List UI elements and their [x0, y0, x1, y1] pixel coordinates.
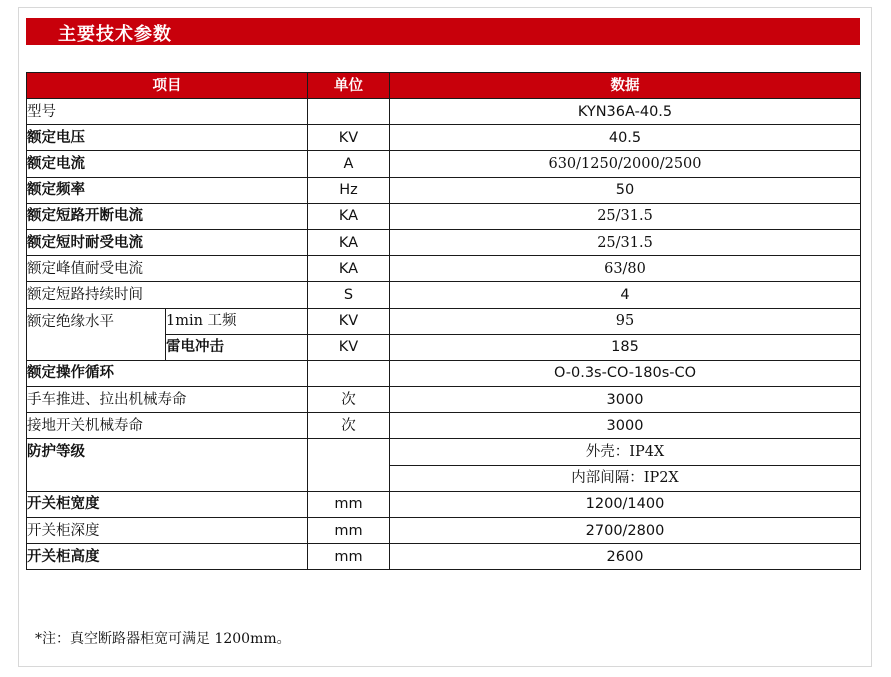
section-title-bar: [26, 18, 860, 45]
row-value: 63/80: [390, 256, 861, 282]
row-value: 95: [390, 308, 861, 334]
row-name: 额定绝缘水平: [27, 308, 166, 360]
row-name: 开关柜深度: [27, 518, 308, 544]
row-value: 2700/2800: [390, 518, 861, 544]
row-value: 630/1250/2000/2500: [390, 151, 861, 177]
row-unit: A: [308, 151, 390, 177]
row-value: 内部间隔：IP2X: [390, 465, 861, 491]
row-name: 额定频率: [27, 177, 308, 203]
row-subname: 1min 工频: [166, 308, 308, 334]
table-row: [27, 151, 861, 177]
row-subname: 雷电冲击: [166, 334, 308, 360]
header-item: 项目: [27, 73, 308, 99]
table-row: [27, 282, 861, 308]
table-header-row: [27, 73, 861, 99]
row-name: 开关柜高度: [27, 544, 308, 570]
table-row: [27, 439, 861, 465]
row-unit: KA: [308, 203, 390, 229]
table-row: [27, 177, 861, 203]
row-value: 3000: [390, 387, 861, 413]
row-name: 额定短路持续时间: [27, 282, 308, 308]
table-row: [27, 491, 861, 517]
table-row: [27, 308, 861, 334]
row-value: 1200/1400: [390, 491, 861, 517]
row-unit: S: [308, 282, 390, 308]
row-unit: Hz: [308, 177, 390, 203]
row-unit: 次: [308, 413, 390, 439]
row-value: 40.5: [390, 125, 861, 151]
spec-table: [26, 72, 861, 570]
row-unit: mm: [308, 491, 390, 517]
row-name: 额定操作循环: [27, 360, 308, 386]
row-unit: [308, 360, 390, 386]
row-value: O-0.3s-CO-180s-CO: [390, 360, 861, 386]
table-row: [27, 413, 861, 439]
footnote: *注：真空断路器柜宽可满足 1200mm。: [35, 631, 291, 647]
row-unit: mm: [308, 518, 390, 544]
table-row: [27, 229, 861, 255]
table-row: [27, 203, 861, 229]
table-row: [27, 544, 861, 570]
table-row: [27, 387, 861, 413]
row-unit: KV: [308, 125, 390, 151]
row-name: 手车推进、拉出机械寿命: [27, 387, 308, 413]
table-row: [27, 360, 861, 386]
row-name: 额定电压: [27, 125, 308, 151]
row-value: 外壳：IP4X: [390, 439, 861, 465]
row-unit: [308, 99, 390, 125]
row-name: 额定短时耐受电流: [27, 229, 308, 255]
table-row: [27, 256, 861, 282]
row-value: KYN36A-40.5: [390, 99, 861, 125]
row-unit: KA: [308, 256, 390, 282]
row-unit: KV: [308, 334, 390, 360]
row-name: 额定短路开断电流: [27, 203, 308, 229]
row-unit: [308, 439, 390, 491]
row-value: 25/31.5: [390, 203, 861, 229]
row-unit: KV: [308, 308, 390, 334]
header-data: 数据: [390, 73, 861, 99]
row-name: 型号: [27, 99, 308, 125]
row-value: 3000: [390, 413, 861, 439]
row-name: 接地开关机械寿命: [27, 413, 308, 439]
row-value: 2600: [390, 544, 861, 570]
row-value: 50: [390, 177, 861, 203]
row-unit: 次: [308, 387, 390, 413]
row-name: 额定电流: [27, 151, 308, 177]
row-value: 25/31.5: [390, 229, 861, 255]
table-row: [27, 125, 861, 151]
row-unit: KA: [308, 229, 390, 255]
table-row: [27, 518, 861, 544]
header-unit: 单位: [308, 73, 390, 99]
row-value: 4: [390, 282, 861, 308]
row-name: 额定峰值耐受电流: [27, 256, 308, 282]
row-name: 防护等级: [27, 439, 308, 491]
table-row: [27, 99, 861, 125]
row-unit: mm: [308, 544, 390, 570]
section-title: 主要技术参数: [58, 24, 172, 45]
row-name: 开关柜宽度: [27, 491, 308, 517]
row-value: 185: [390, 334, 861, 360]
